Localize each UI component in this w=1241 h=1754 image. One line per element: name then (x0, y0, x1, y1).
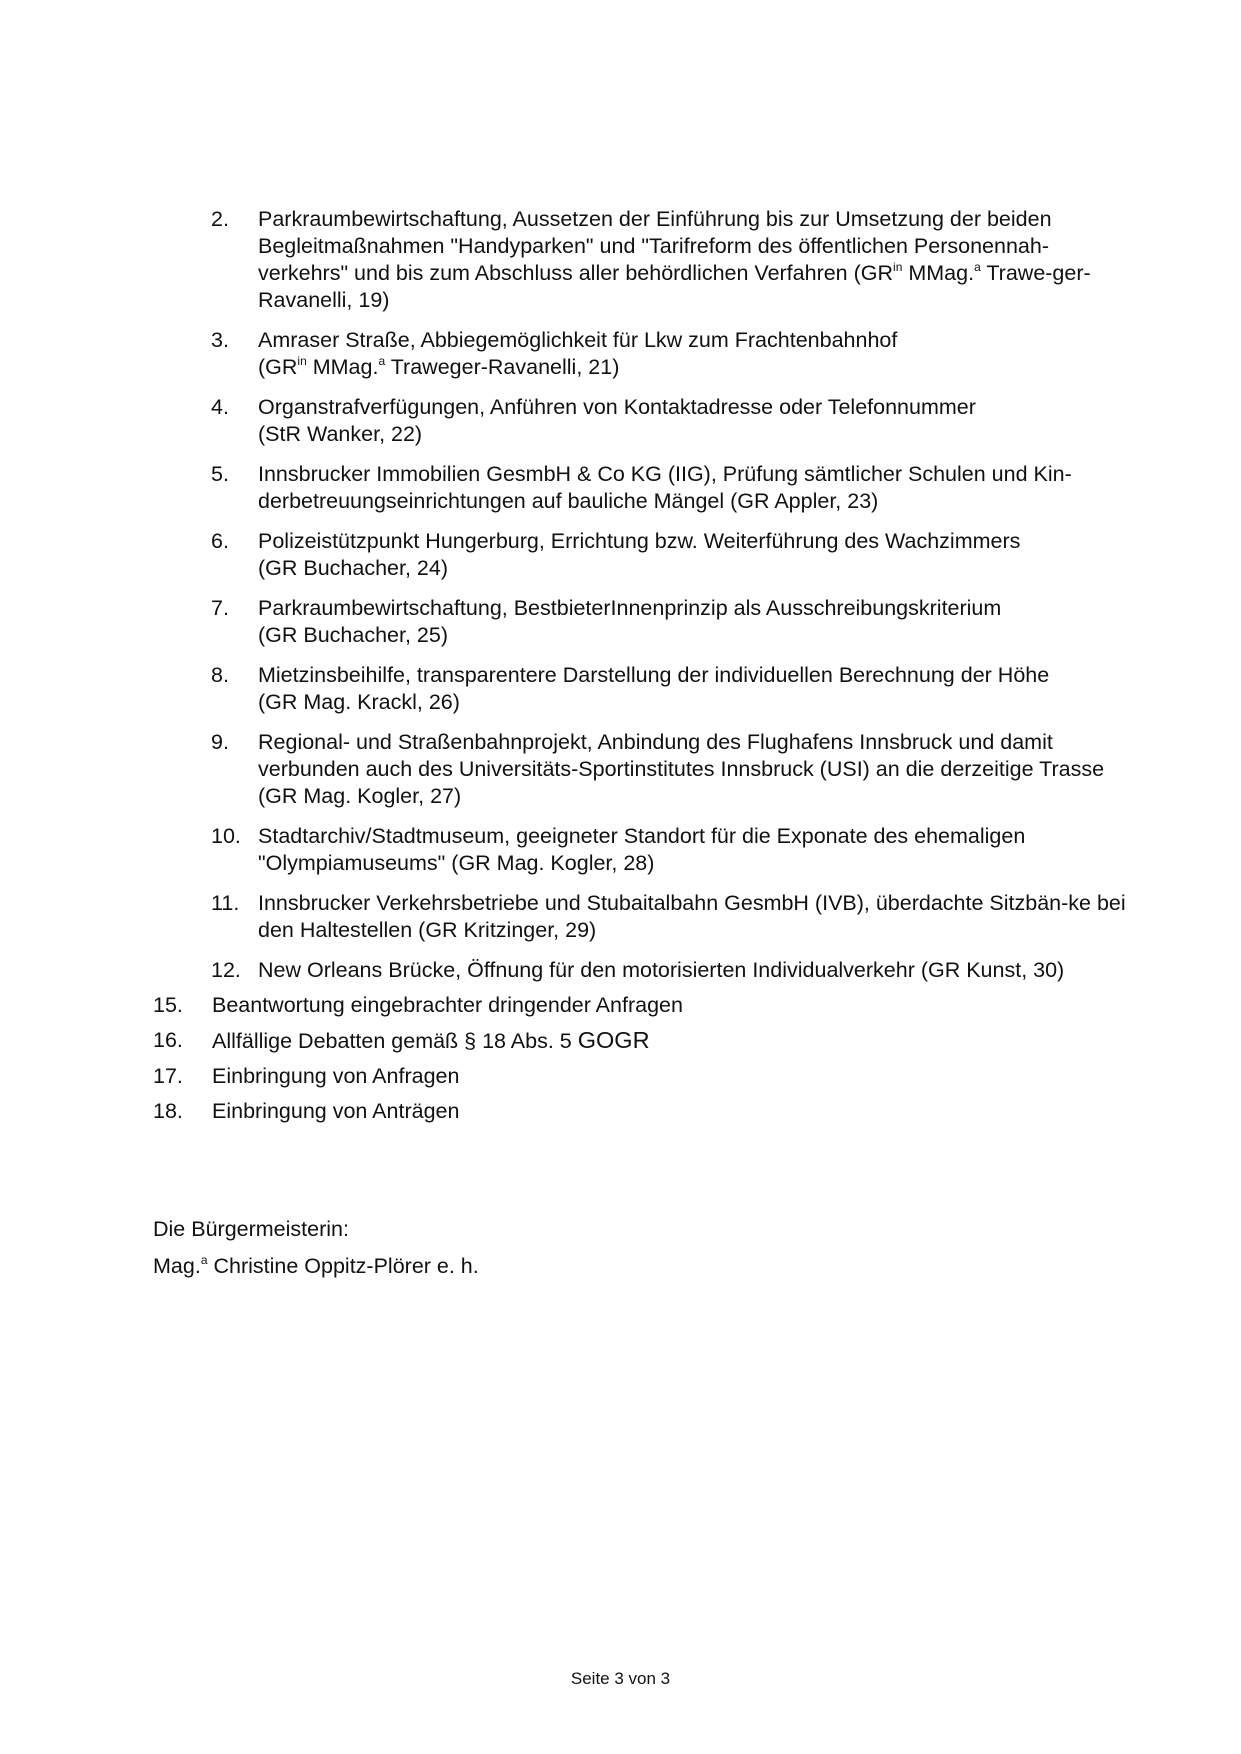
item-number: 4. (211, 395, 229, 419)
signature-title: Die Bürgermeisterin: (153, 1217, 349, 1241)
agenda-item-18 (153, 1098, 1113, 1125)
item-number: 3. (211, 328, 229, 352)
item-text: Parkraumbewirtschaftung, Aussetzen der Einführung bis zur Umsetzung der beiden Begleitmaßnahmen "Handyparken" und "Tarifreform des öffentlichen Personennah-verkehrs" und bis zum Abschluss aller behördlichen Verfahren ($GR^{in}$ MMag.$^a$ Trawe-ger-Ravanelli, 19) (258, 207, 1091, 312)
sub-item-6 (211, 528, 1131, 582)
agenda-item-17 (153, 1063, 1113, 1090)
item-number: 16. (153, 1028, 183, 1052)
agenda-item-16 (153, 1027, 1113, 1055)
item-text: Amraser Straße, Abbiegemöglichkeit für Lkw zum Frachtenbahnhof ($GR^{in}$ MMag.$^a$ Traweger-Ravanelli, 21) (258, 328, 898, 379)
item-text: Allfällige Debatten gemäß § 18 Abs. 5 GOGR (212, 1027, 650, 1053)
item-number: 9. (211, 730, 229, 754)
sub-item-8 (211, 662, 1131, 716)
item-number: 12. (211, 958, 241, 982)
item-number: 5. (211, 462, 229, 486)
item-text: Parkraumbewirtschaftung, BestbieterInnenprinzip als Ausschreibungskriterium (GR Buchacher, 25) (258, 596, 1002, 647)
sub-item-12 (211, 957, 1131, 984)
sub-item-11 (211, 890, 1131, 944)
item-text: Innsbrucker Verkehrsbetriebe und Stubaitalbahn GesmbH (IVB), überdachte Sitzbän-ke bei den Haltestellen (GR Kritzinger, 29) (258, 891, 1126, 942)
sub-item-5 (211, 461, 1131, 515)
sub-item-7 (211, 595, 1131, 649)
signature-block (153, 1216, 479, 1290)
item-number: 2. (211, 207, 229, 231)
sub-item-4 (211, 394, 1131, 448)
item-text: Einbringung von Anfragen (212, 1064, 460, 1088)
item-text: Innsbrucker Immobilien GesmbH & Co KG (IIG), Prüfung sämtlicher Schulen und Kin-derbetreuungseinrichtungen auf bauliche Mängel (GR Appler, 23) (258, 462, 1072, 513)
item-text: Mietzinsbeihilfe, transparentere Darstellung der individuellen Berechnung der Höhe (GR Mag. Krackl, 26) (258, 663, 1050, 714)
item-number: 8. (211, 663, 229, 687)
item-number: 17. (153, 1064, 183, 1088)
item-text: Stadtarchiv/Stadtmuseum, geeigneter Standort für die Exponate des ehemaligen "Olympiamuseums" (GR Mag. Kogler, 28) (258, 824, 1026, 875)
page-footer (0, 1668, 1241, 1690)
item-text: Regional- und Straßenbahnprojekt, Anbindung des Flughafens Innsbruck und damit verbunden auch des Universitäts-Sportinstitutes Innsbruck (USI) an die derzeitige Trasse (GR Mag. Kogler, 27) (258, 730, 1105, 808)
item-number: 10. (211, 824, 241, 848)
item-number: 7. (211, 596, 229, 620)
item-text: Einbringung von Anträgen (212, 1099, 460, 1123)
item-number: 11. (211, 891, 240, 915)
agenda-item-list (153, 992, 1113, 1133)
page-number: Seite 3 von 3 (570, 1669, 671, 1688)
item-text: Beantwortung eingebrachter dringender Anfragen (212, 993, 683, 1017)
item-number: 15. (153, 993, 183, 1017)
sub-item-10 (211, 823, 1131, 877)
sub-item-2 (211, 206, 1131, 314)
sub-item-3 (211, 327, 1131, 381)
sub-item-list (211, 206, 1131, 997)
item-text: New Orleans Brücke, Öffnung für den motorisierten Individualverkehr (GR Kunst, 30) (258, 958, 1065, 982)
item-text: Polizeistützpunkt Hungerburg, Errichtung bzw. Weiterführung des Wachzimmers (GR Buchacher, 24) (258, 529, 1021, 580)
item-number: 18. (153, 1099, 183, 1123)
item-text: Organstrafverfügungen, Anführen von Kontaktadresse oder Telefonnummer (StR Wanker, 22) (258, 395, 976, 446)
signature-name: Mag.$^a$ Christine Oppitz-Plörer e. h. (153, 1253, 479, 1278)
sub-item-9 (211, 729, 1131, 810)
item-number: 6. (211, 529, 229, 553)
agenda-item-15 (153, 992, 1113, 1019)
